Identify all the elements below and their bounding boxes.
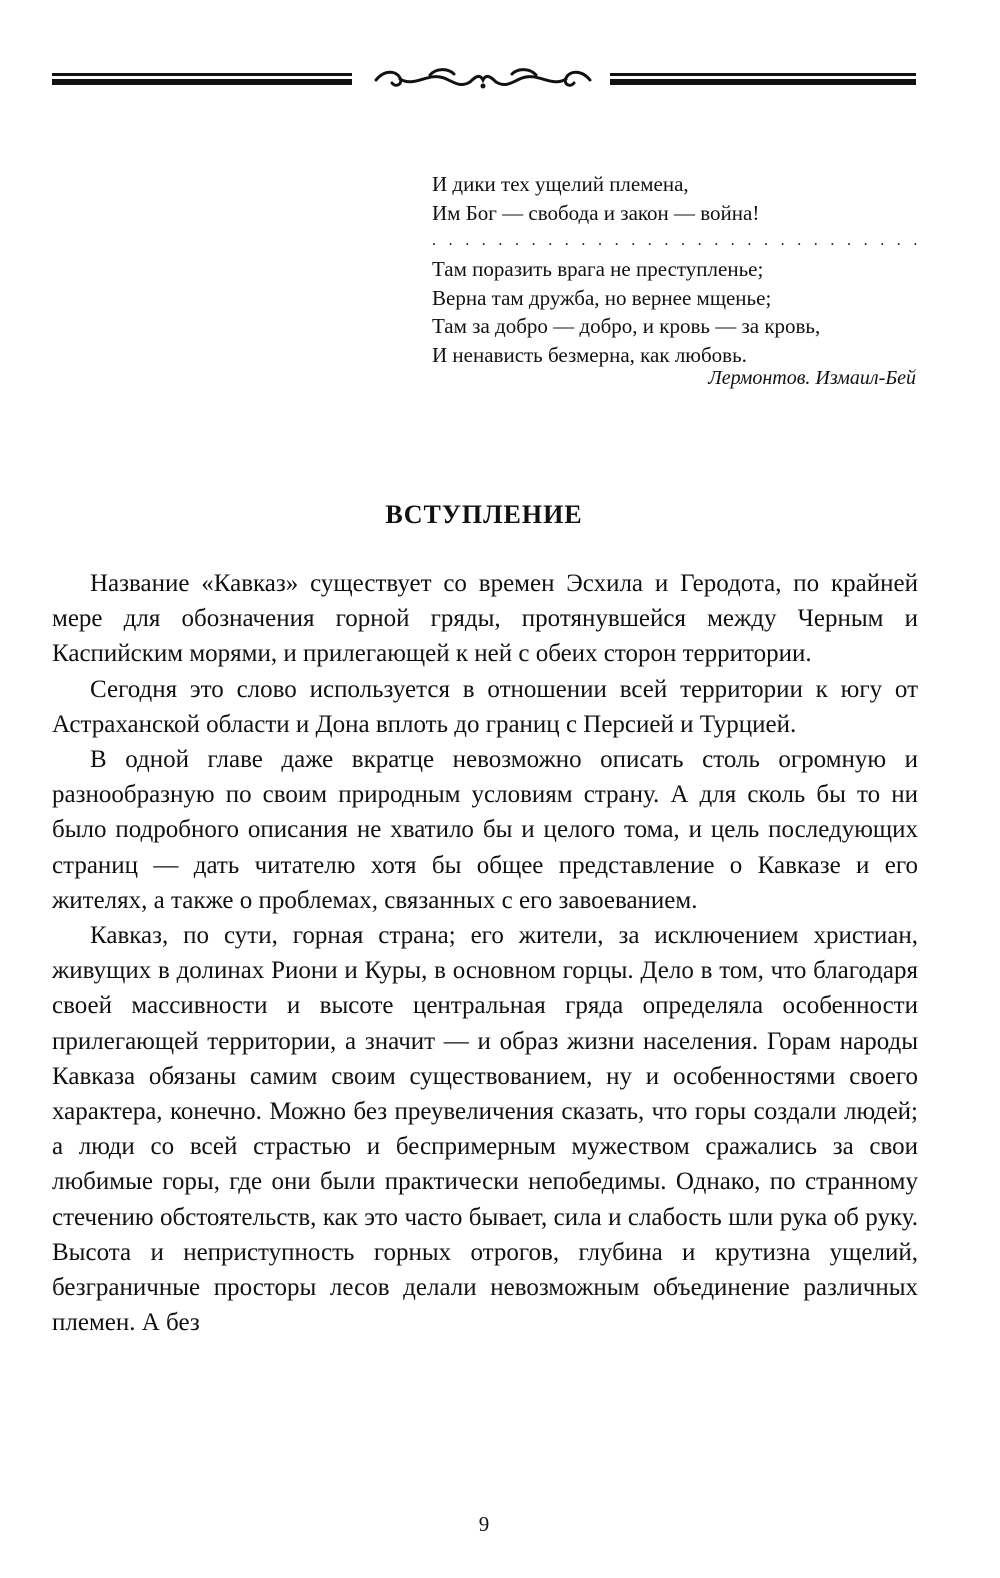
epigraph-line: Верна там дружба, но вернее мщенье; [432, 285, 772, 310]
epigraph-line: Им Бог — свобода и закон — война! [432, 200, 760, 225]
epigraph-line: И ненависть безмерна, как любовь. [432, 342, 747, 367]
header-rule-left [52, 73, 352, 82]
paragraph: В одной главе даже вкратце невозможно описать столь огромную и разнообразную по своим природным условиям страну. А для сколь бы то ни было подробного описания не хватило бы и целого тома, и цель последующих страниц — дать читателю хотя бы общее представление о Кавказе и его жителях, а также о проблемах, связанных с его завоеванием. [52, 746, 918, 914]
epigraph-ellipsis-line: . . . . . . . . . . . . . . . . . . . . . . . . . . . . . . [432, 232, 922, 249]
chapter-heading: ВСТУПЛЕНИЕ [385, 500, 583, 529]
scroll-ornament-icon [370, 66, 596, 94]
header-decorative-rule [52, 66, 916, 94]
paragraph: Название «Кавказ» существует со времен Эсхила и Геродота, по крайней мере для обозначения горной гряды, протянувшейся между Черным и Каспийским морями, и прилегающей к ней с обеих сторон территории. [52, 570, 918, 668]
body-text [52, 566, 918, 1340]
epigraph-line: Там поразить врага не преступленье; [432, 257, 764, 281]
epigraph-line: Там за добро — добро, и кровь — за кровь, [432, 314, 821, 338]
paragraph: Кавказ, по сути, горная страна; его жители, за исключением христиан, живущих в долинах Риони и Куры, в основном горцы. Дело в том, что благодаря своей массивности и высоте центральная гряда определяла особенности прилегающей территории, а значит — и образ жизни населения. Горам народы Кавказа обязаны самим своим существованием, ну и особенностями своего характера, конечно. Можно без преувеличения сказать, что горы создали людей; а люди со всей страстью и беспримерным мужеством сражались за свои любимые горы, где они были практически непобедимы. Однако, по странному стечению обстоятельств, как это часто бывает, сила и слабость шли рука об руку. Высота и неприступность горных отрогов, глубина и крутизна ущелий, безграничные просторы лесов делали невозможным объединение различных племен. А без [52, 922, 918, 1337]
epigraph [432, 170, 922, 369]
header-rule-right [610, 73, 916, 82]
paragraph: Сегодня это слово используется в отношении всей территории к югу от Астраханской области и Дона вплоть до границ с Персией и Турцией. [52, 675, 918, 738]
page-number: 9 [478, 1512, 490, 1536]
epigraph-line: И дики тех ущелий племена, [432, 172, 689, 196]
epigraph-attribution: Лермонтов. Измаил-Бей [708, 367, 916, 389]
